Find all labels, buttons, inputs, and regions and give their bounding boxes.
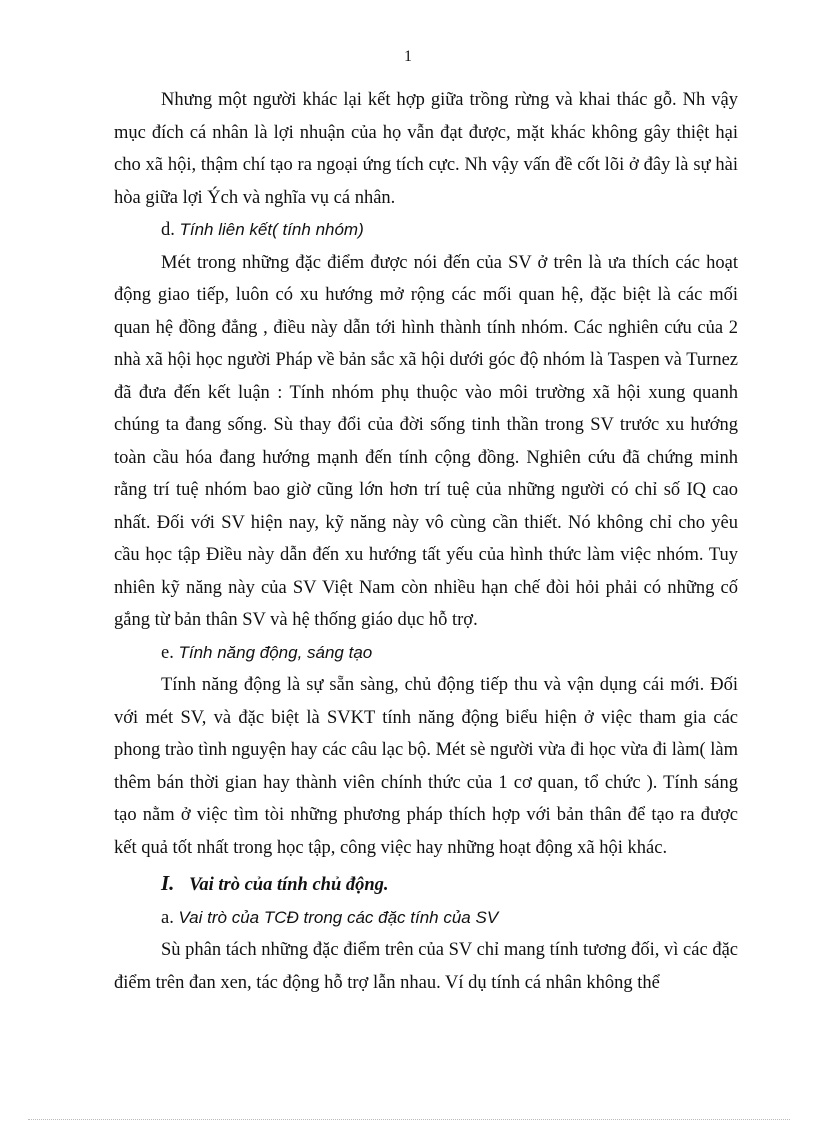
page-bottom-border: [28, 1119, 790, 1120]
paragraph-dynamic: Tính năng động là sự sẵn sàng, chủ động tiếp thu và vận dụng cái mới. Đối với mét SV, và đặc biệt là SVKT tính năng động biểu hiện ở việc tham gia các phong trào tình nguyện hay các câu lạc bộ. Mét sè người vừa đi học vừa đi làm( làm thêm bán thời gian hay thành viên chính thức của 1 cơ quan, tổ chức ). Tính sáng tạo nằm ở việc tìm tòi những phương pháp thích hợp với bản thân để tạo ra được kết quả tốt nhất trong học tập, công việc hay những hoạt động xã hội khác.: [114, 675, 738, 858]
section-heading: [114, 867, 738, 902]
subheading-e: [114, 637, 738, 670]
subheading-d-label: d.: [161, 220, 175, 240]
subheading-a: [114, 902, 738, 935]
subheading-d-title: Tính liên kết( tính nhóm): [179, 220, 364, 239]
subheading-a-title: Vai trò của TCĐ trong các đặc tính của SV: [178, 907, 499, 927]
document-body: [114, 84, 738, 999]
paragraph-intro: Nhưng một người khác lại kết hợp giữa trồng rừng và khai thác gỗ. Nh vậy mục đích cá nhân là lợi nhuận của họ vẫn đạt được, mặt khác không gây thiệt hại cho xã hội, thậm chí tạo ra ngoại ứng tích cực. Nh vậy vấn đề cốt lõi ở đây là sự hài hòa giữa lợi Ých và nghĩa vụ cá nhân.: [114, 90, 738, 208]
subheading-a-label: a.: [161, 907, 174, 928]
page-number: 1: [404, 48, 412, 65]
section-title: Vai trò của tính chủ động.: [189, 875, 389, 895]
subheading-e-label: e.: [161, 642, 174, 663]
subheading-e-title: Tính năng động, sáng tạo: [178, 642, 373, 662]
section-number: I.: [161, 871, 175, 895]
subheading-d: [114, 214, 738, 247]
paragraph-role: Sù phân tách những đặc điểm trên của SV chỉ mang tính tương đối, vì các đặc điểm trên đan xen, tác động hỗ trợ lẫn nhau. Ví dụ tính cá nhân không thể: [114, 940, 738, 993]
paragraph-group: Mét trong những đặc điểm được nói đến của SV ở trên là ưa thích các hoạt động giao tiếp, luôn có xu hướng mở rộng các mối quan hệ, đặc biệt là các mối quan hệ đồng đẳng , điều này dẫn tới hình thành tính nhóm. Các nghiên cứu của 2 nhà xã hội học người Pháp về bản sắc xã hội dưới góc độ nhóm là Taspen và Turnez đã đưa đến kết luận : Tính nhóm phụ thuộc vào môi trường xã hội xung quanh chúng ta đang sống. Sù thay đổi của đời sống tinh thần trong SV trước xu hướng toàn cầu hóa đang hướng mạnh đến tính cộng đồng. Nghiên cứu đã chứng minh rằng trí tuệ nhóm bao giờ cũng lớn hơn trí tuệ của những người có chỉ số IQ cao nhất. Đối với SV hiện nay, kỹ năng này vô cùng cần thiết. Nó không chỉ cho yêu cầu học tập Điều này dẫn đến xu hướng tất yếu của hình thức làm việc nhóm. Tuy nhiên kỹ năng này của SV Việt Nam còn nhiều hạn chế đòi hỏi phải có những cố gắng từ bản thân SV và hệ thống giáo dục hỗ trợ.: [114, 252, 738, 630]
